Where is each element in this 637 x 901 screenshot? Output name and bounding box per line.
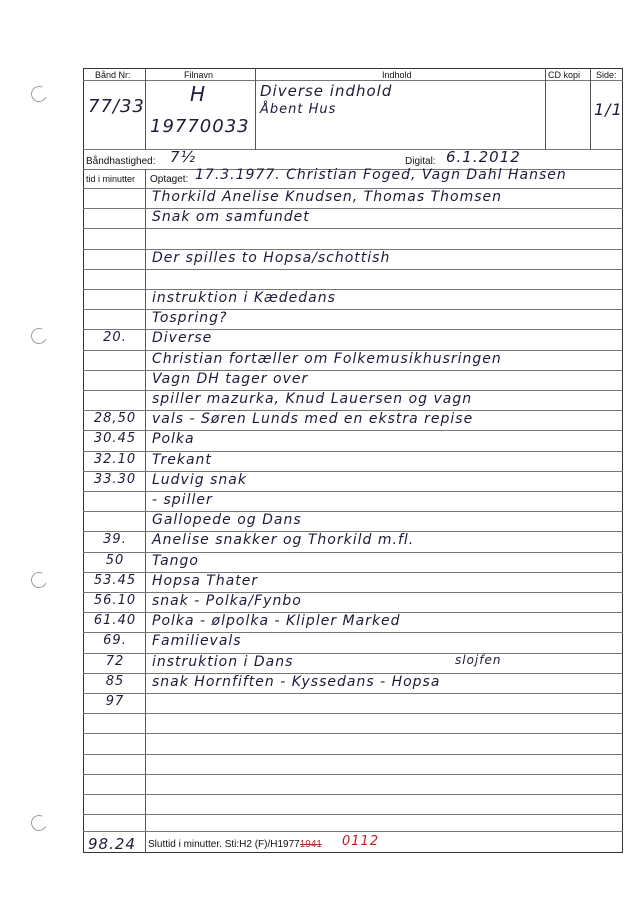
row-divider: [83, 754, 623, 755]
col-divider-cd: [590, 68, 591, 150]
punch-hole-lower: [29, 570, 50, 591]
row-note: Der spilles to Hopsa/schottish: [152, 250, 391, 266]
col-divider-band: [145, 68, 146, 150]
footer-struck-text: 1941: [299, 839, 322, 850]
row-time: 33.30: [93, 472, 137, 487]
footer-end-time: 98.24: [88, 835, 136, 853]
row-note: Hopsa Thater: [152, 573, 259, 589]
col-divider-filnavn: [255, 68, 256, 150]
header-bottom-divider: [83, 149, 623, 150]
indhold-value-line2: Åbent Hus: [260, 102, 337, 117]
row-note: Tospring?: [152, 310, 228, 326]
punch-hole-middle: [29, 326, 50, 347]
row-divider: [83, 713, 623, 714]
row-note: vals - Søren Lunds med en ekstra repise: [152, 411, 474, 427]
label-indhold: Indhold: [382, 70, 412, 80]
footer-divider: [83, 831, 623, 832]
row-divider: [83, 228, 623, 229]
filnavn-value-line1: H: [190, 82, 207, 106]
footer-label: [148, 839, 322, 850]
row-note: snak - Polka/Fynbo: [152, 593, 302, 609]
row-time: 30.45: [93, 431, 137, 446]
row-time: 69.: [103, 633, 127, 648]
row-note: Tango: [152, 553, 199, 569]
label-digital: Digital:: [405, 156, 436, 167]
row-divider: [83, 269, 623, 270]
digital-value: 6.1.2012: [446, 148, 521, 166]
row-time: 72: [105, 654, 125, 669]
row-time: 39.: [103, 532, 127, 547]
punch-hole-bottom: [29, 813, 50, 834]
row-divider: [83, 774, 623, 775]
row-time: 32.10: [93, 452, 137, 467]
row-note: Polka - ølpolka - Klipler Marked: [152, 613, 401, 629]
row-note: snak Hornfiften - Kyssedans - Hopsa: [152, 674, 441, 690]
row-note: Ludvig snak: [152, 472, 247, 488]
row-time: 61.40: [93, 613, 137, 628]
row-time: 97: [105, 694, 125, 709]
row-note: - spiller: [152, 492, 213, 508]
optaget-value: 17.3.1977. Christian Foged, Vagn Dahl Hansen: [195, 167, 567, 183]
row-note: Snak om samfundet: [152, 209, 310, 225]
row-note: Diverse: [152, 330, 213, 346]
row-note: Polka: [152, 431, 195, 447]
row-time: 50: [105, 553, 125, 568]
indhold-value-line1: Diverse indhold: [260, 82, 393, 100]
label-side: Side:: [596, 70, 617, 80]
band-nr-value: 77/33: [88, 96, 145, 117]
row-note-extra: slojfen: [455, 653, 502, 667]
row-note: instruktion i Dans: [152, 654, 294, 670]
footer-suffix: 0112: [342, 834, 380, 849]
bandhastighed-value: 7½: [170, 148, 197, 166]
row-time: 20.: [103, 330, 127, 345]
label-tid-i-minutter: tid i minutter: [86, 174, 136, 184]
row-note: Anelise snakker og Thorkild m.fl.: [152, 532, 415, 548]
row-note: Vagn DH tager over: [152, 371, 309, 387]
row-time: 85: [105, 674, 125, 689]
row-note: instruktion i Kædedans: [152, 290, 336, 306]
row-time: 56.10: [93, 593, 137, 608]
row-note: spiller mazurka, Knud Lauersen og vagn: [152, 391, 473, 407]
row-note: Christian fortæller om Folkemusikhusringen: [152, 351, 502, 367]
row-note: Familievals: [152, 633, 242, 649]
row-note: Trekant: [152, 452, 212, 468]
row-note: Gallopede og Dans: [152, 512, 302, 528]
label-bandhastighed: Båndhastighed:: [86, 156, 156, 167]
filnavn-value-line2: 19770033: [150, 116, 250, 137]
row-divider: [83, 733, 623, 734]
label-band-nr: Bånd Nr:: [95, 70, 131, 80]
row-divider: [83, 814, 623, 815]
side-value: 1/1: [594, 100, 623, 119]
row-note: Thorkild Anelise Knudsen, Thomas Thomsen: [152, 189, 503, 205]
row-time: 53.45: [93, 573, 137, 588]
label-optaget: Optaget:: [150, 174, 189, 185]
row-time: 28,50: [93, 411, 137, 426]
col-divider-indhold: [545, 68, 546, 150]
row-divider: [83, 693, 623, 694]
punch-hole-top: [29, 84, 50, 105]
label-filnavn: Filnavn: [184, 70, 214, 80]
footer-path-text: Sluttid i minutter. Sti:H2 (F)/H1977: [148, 839, 300, 850]
label-cd-kopi: CD kopi: [548, 70, 581, 80]
row-divider: [83, 794, 623, 795]
header-label-divider: [83, 80, 623, 81]
